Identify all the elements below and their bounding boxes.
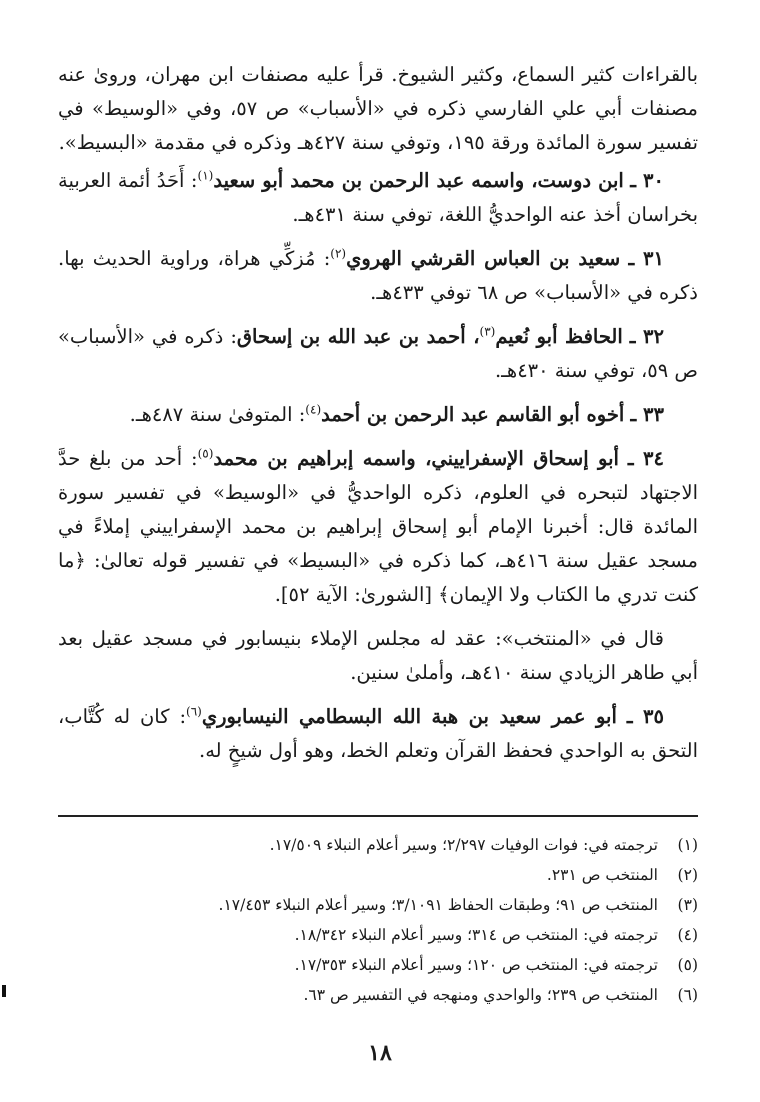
entry-30 xyxy=(58,164,698,232)
footnote-text: ترجمته في: فوات الوفيات ٢/٢٩٧؛ وسير أعلام النبلاء ١٧/٥٠٩. xyxy=(269,836,658,854)
entry-34-continued xyxy=(58,622,698,690)
entry-text: : ذكره في «الأسباب» ص ٥٩، توفي سنة ٤٣٠هـ. xyxy=(58,325,698,382)
entry-name-cont: ، أحمد بن عبد الله بن إسحاق xyxy=(236,325,480,348)
entry-text: : أَحَدُ أئمة العربية بخراسان أخذ عنه الواحديُّ اللغة، توفي سنة ٤٣١هـ. xyxy=(58,169,698,226)
page-number: ١٨ xyxy=(368,1040,392,1066)
footnote-4 xyxy=(58,920,698,950)
footnote-text: ترجمته في: المنتخب ص ٣١٤؛ وسير أعلام النبلاء ١٨/٣٤٢. xyxy=(294,926,658,944)
paragraph-text: قال في «المنتخب»: عقد له مجلس الإملاء بنيسابور في مسجد عقيل بعد أبي طاهر الزيادي سنة ٤١٠هـ، وأملىٰ سنين. xyxy=(58,627,698,684)
footnote-text: ترجمته في: المنتخب ص ١٢٠؛ وسير أعلام النبلاء ١٧/٣٥٣. xyxy=(294,956,658,974)
entry-31 xyxy=(58,242,698,310)
footnote-2 xyxy=(58,860,698,890)
footnote-number: (٦) xyxy=(677,986,698,1004)
footnote-1 xyxy=(58,830,698,860)
footnote-text: المنتخب ص ٢٣١. xyxy=(546,866,658,884)
entry-name: أخوه أبو القاسم عبد الرحمن بن أحمد xyxy=(321,403,625,426)
entry-number: ٣٢ ـ xyxy=(629,325,664,348)
footnote-number: (٣) xyxy=(677,896,698,914)
footnote-text: المنتخب ص ٩١؛ وطبقات الحفاظ ٣/١٠٩١؛ وسير أعلام النبلاء ١٧/٤٥٣. xyxy=(218,896,658,914)
entry-32 xyxy=(58,320,698,388)
entry-name: أبو عمر سعيد بن هبة الله البسطامي النيسابوري xyxy=(201,705,617,728)
footnote-ref: (٤) xyxy=(305,402,322,417)
entry-number: ٣٠ ـ xyxy=(630,169,664,192)
footnote-ref: (٦) xyxy=(186,704,202,719)
footnote-3 xyxy=(58,890,698,920)
footnote-number: (١) xyxy=(677,836,698,854)
entry-number: ٣١ ـ xyxy=(628,247,664,270)
footnote-ref: (٣) xyxy=(479,324,496,339)
paragraph-intro xyxy=(58,58,698,160)
entry-text: : مُزكِّي هراة، وراوية الحديث بها. ذكره في «الأسباب» ص ٦٨ توفي ٤٣٣هـ. xyxy=(58,247,698,304)
entry-name: سعيد بن العباس القرشي الهروي xyxy=(346,247,621,270)
entry-name: ابن دوست، واسمه عبد الرحمن بن محمد أبو سعيد xyxy=(213,169,624,192)
footnote-text: المنتخب ص ٢٣٩؛ والواحدي ومنهجه في التفسير ص ٦٣. xyxy=(303,986,658,1004)
entry-number: ٣٣ ـ xyxy=(630,403,664,426)
footnote-5 xyxy=(58,950,698,980)
footnote-ref: (٢) xyxy=(330,246,347,261)
footnote-divider xyxy=(58,815,698,817)
entry-33 xyxy=(58,398,698,432)
entry-35 xyxy=(58,700,698,768)
entry-text: : أحد من بلغ حدَّ الاجتهاد لتبحره في العلوم، ذكره الواحديُّ في «الوسيط» في تفسير سورة المائدة قال: أخبرنا الإمام أبو إسحاق إبراهيم بن محمد الإسفراييني إملاءً في مسجد عقيل سنة ٤١٦هـ، كما ذكره في «البسيط» في تفسير قوله تعالىٰ: ﴿ما كنت تدري ما الكتاب ولا الإيمان﴾ [الشورىٰ: الآية ٥٢]. xyxy=(58,447,698,606)
footnote-number: (٥) xyxy=(677,956,698,974)
footnotes xyxy=(58,830,698,1010)
main-text xyxy=(58,58,698,778)
entry-number: ٣٥ ـ xyxy=(626,705,664,728)
footnote-number: (٢) xyxy=(677,866,698,884)
entry-number: ٣٤ ـ xyxy=(627,447,664,470)
footnote-ref: (١) xyxy=(197,168,214,183)
footnote-ref: (٥) xyxy=(197,446,214,461)
scan-edge-mark xyxy=(2,985,6,997)
entry-name: أبو إسحاق الإسفراييني، واسمه إبراهيم بن محمد xyxy=(213,447,619,470)
entry-34 xyxy=(58,442,698,612)
footnote-number: (٤) xyxy=(677,926,698,944)
entry-name: الحافظ أبو نُعيم xyxy=(495,325,623,348)
entry-text: : المتوفىٰ سنة ٤٨٧هـ. xyxy=(129,403,306,426)
paragraph-text: بالقراءات كثير السماع، وكثير الشيوخ. قرأ عليه مصنفات ابن مهران، وروىٰ عنه مصنفات أبي علي الفارسي ذكره في «الأسباب» ص ٥٧، وفي «الوسيط» في تفسير سورة المائدة ورقة ١٩٥، وتوفي سنة ٤٢٧هـ وذكره في مقدمة «البسيط». xyxy=(58,63,699,154)
footnote-6 xyxy=(58,980,698,1010)
entry-text: : كان له كُتَّاب، التحق به الواحدي فحفظ القرآن وتعلم الخط، وهو أول شيخٍ له. xyxy=(58,705,698,762)
